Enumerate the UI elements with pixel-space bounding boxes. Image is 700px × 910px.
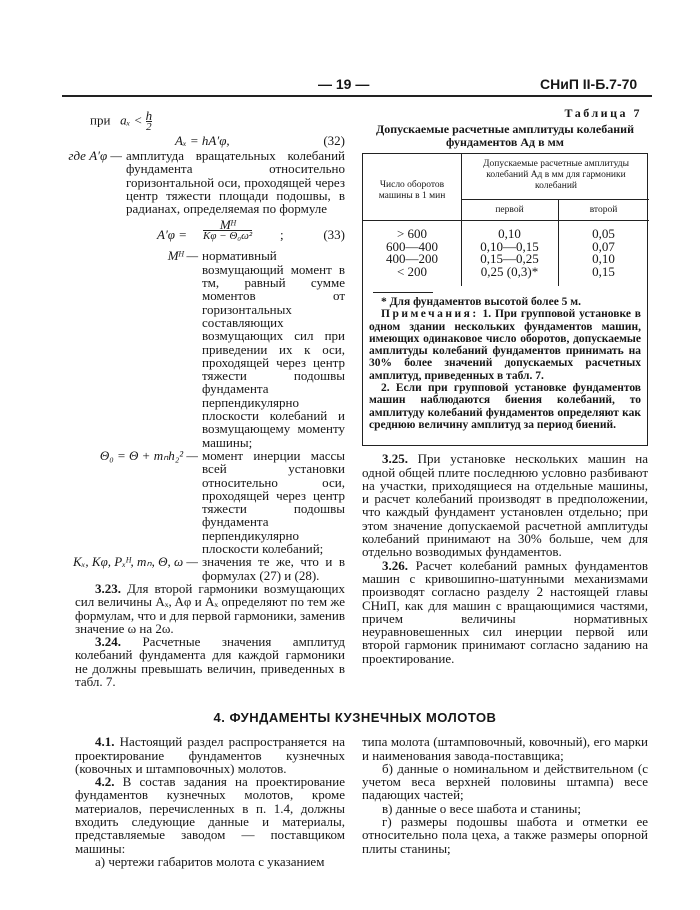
list-item-b: б) данные о номинальном и действительном (с учетом веса верхней половины штампа) весе падающих частей; [362,760,648,803]
definition-m [75,249,345,448]
table-cell-rpm: 400—200 [386,251,438,266]
list-item-a: а) чертежи габаритов молота с указанием [95,853,325,869]
paragraph-number: 4.2. [95,774,115,790]
fraction-numerator: Mᴴ [219,217,236,233]
table-cell-first: 0,10 [498,226,521,241]
table-title: Допускаемые расчетные амплитуды колебаний фундаментов Aд в мм [376,122,634,149]
equation-33-semicolon: ; [280,227,284,243]
definition-text: значения те же, что и в формулах (27) и (28). [202,554,345,583]
definition-label: где A′φ — [68,148,122,163]
footnote: * Для фундаментов высотой более 5 м. [381,296,582,308]
table-7 [362,153,648,446]
list-item-g: г) размеры подошвы шабота и отметки ее относительно пола цеха, а также размеры опорной плиты станины; [362,814,648,856]
paragraph-number: 4.1. [95,734,115,750]
table-cell-rpm: 600—400 [386,238,438,254]
paragraph-number: 3.25. [382,451,408,467]
paragraph-text: Для второй гармоники возмущающих сил величины Aₓ, Aφ и Aₓ определяют по тем же формулам, что и для первой гармоники, заменив значение ω на 2ω. [75,580,345,636]
table-notes [363,293,647,445]
note-1 [369,308,641,382]
fraction-denominator: 2 [146,121,152,133]
table-cell-second: 0,07 [592,238,615,254]
definition-k [60,555,345,582]
definition-label: Kₓ, Kφ, Pₓᴴ, mₙ, Θ, ω — [73,554,198,570]
fraction-numerator: h [145,108,153,123]
paragraph-number: 3.26. [382,557,408,573]
table-grid [363,154,647,286]
equation-32 [75,133,345,149]
table-cell-second: 0,10 [592,251,615,266]
fraction-denominator: Kφ − Θ₀ω² [203,230,253,243]
equation-33-fraction [203,219,252,242]
paragraph-text: Расчет колебаний рамных фундаментов машин с кривошипно-шатунными механизмами производят согласно разделу 2 настоящей главы СНиП, как для машин с вращающимися частями, причем величины нормативных неуравновешенных сил инерции первой или второй гармоник принимают согласно заданию на проектирование. [362,557,649,666]
header-divider [461,199,649,200]
equation-32-number: (32) [323,133,345,148]
definition-theta [75,449,345,555]
column-header-amplitude: Допускаемые расчетные амплитуды колебаний Aд в мм для гармоники колебаний [483,159,629,191]
notes-label: Примечания: [381,308,479,321]
left-column [68,106,345,689]
right-column [362,106,648,665]
definition-a-phi [60,149,345,215]
document-code: СНиП II-Б.7-70 [540,76,638,92]
equation-33-number: (33) [323,227,345,243]
condition-line [75,110,345,133]
table-cell-rpm: < 200 [396,263,428,279]
definition-label: Θ₀ = Θ + mₙh₂² — [99,447,198,463]
list-item-v: в) данные о весе шабота и станины; [382,800,582,816]
equation-32-body: Aₓ = hA′φ, [175,133,230,148]
table-label: Таблица 7 [564,106,642,120]
paragraph-3-24 [75,635,345,688]
upper-columns [0,106,700,688]
table-cell-first: 0,10—0,15 [480,238,539,254]
paragraph-number: 3.23. [95,580,121,596]
table-body [363,228,649,280]
paragraph-text: Расчетные значения амплитуд колебаний фундамента для каждой гармоники не должны превышать величин, приведенных в табл. 7. [75,634,345,689]
section-heading: 4. ФУНДАМЕНТЫ КУЗНЕЧНЫХ МОЛОТОВ [213,710,497,726]
section-4-left-column [75,735,345,868]
equation-33-lhs: A′φ = [157,227,187,243]
equation-33 [75,219,345,249]
definition-text: амплитуда вращательных колебаний фундамента относительно горизонтальной оси, проходящей через центр тяжести площади подошвы, в радианах, определяемая по формуле [126,148,345,217]
table-cell-rpm: > 600 [396,226,428,241]
column-header-second: второй [589,205,618,215]
page-header [0,0,700,100]
paragraph-text: При установке нескольких машин на одной общей плите последнюю условно разбивают на участки, приходящиеся на отдельные машины, и расчет колебаний производят в предположении, что каждый фундамент установлен отдельно; при этом значение допускаемой расчетной амплитуды колебаний принимают на 30% больше, чем для отдельно возводимых фундаментов. [362,451,648,560]
table-cell-first: 0,25 (0,3)* [480,263,539,279]
definition-text: нормативный возмущающий момент в тм, равный сумме моментов от горизонтальных составляющих возмущающих сил при приведении их к оси, проходящей через центр тяжести подошвы фундамента перпендикулярно плоскости колебаний и возмущающему моменту машины; [202,248,345,450]
column-header-first: первой [495,205,524,215]
condition-fraction [146,110,153,133]
table-cell-first: 0,15—0,25 [480,251,539,266]
definition-text: момент инерции массы всей установки относительно оси, проходящей через центр тяжести подошвы фундамента перпендикулярно плоскости колебаний; [202,447,345,557]
paragraph-3-26 [362,559,648,665]
paragraph-text: Настоящий раздел распространяется на проектирование фундаментов кузнечных (ковочных и штамповочных) молотов. [75,734,345,776]
paragraph-3-25 [362,452,648,558]
condition-expression: aₓ < [120,112,143,128]
paragraph-4-2 [75,775,345,855]
section-4-columns [0,735,700,868]
table-cell-second: 0,05 [592,226,615,241]
section-4-right-column [362,735,648,855]
table-cell-second: 0,15 [592,263,615,279]
header-bottom-rule [363,220,649,221]
note-2: 2. Если при групповой установке фундаментов машин наблюдаются биения колебаний, то амплитуду колебаний фундаментов определяют как среднюю величину амплитуд за период биений. [369,382,641,431]
header-rule [62,95,652,97]
paragraph-4-1 [75,735,345,775]
paragraph-number: 3.24. [95,634,121,650]
paragraph-text: В состав задания на проектирование фундаментов кузнечных молотов, кроме материалов, перечисленных в п. 1.4, должны входить следующие данные и материалы, представляемые заводом — поставщиком машины: [75,774,345,856]
definition-label: Mᴴ — [167,248,198,264]
paragraph-3-23 [75,582,345,635]
page-number: — 19 — [318,76,370,92]
note-1-text: 1. При групповой установке в одном здании нескольких фундаментов машин, имеющих одинаковое число оборотов, допускаемые амплитуды колебаний фундаментов принимать на 30% более значений допускаемых расчетных амплитуд, приведенных в табл. 7. [369,308,641,382]
condition-prefix: при [90,112,111,128]
list-item-a-continued: типа молота (штамповочный, ковочный), его марки и наименования завода-поставщика; [362,734,648,763]
column-header-rpm: Число оборотов машины в 1 мин [378,180,446,201]
